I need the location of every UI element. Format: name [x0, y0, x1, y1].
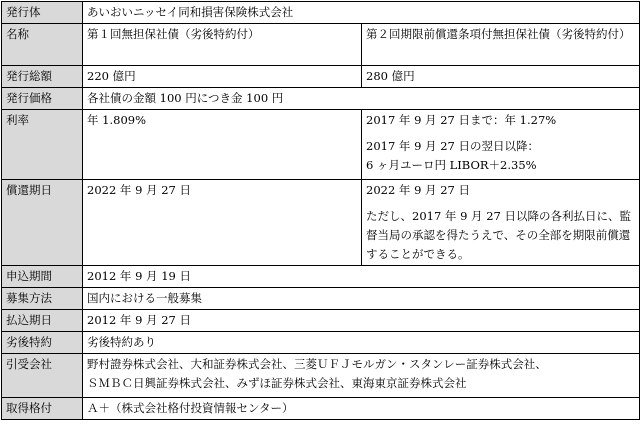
redemption-date-series2-line1: 2022 年 9 月 27 日	[366, 183, 470, 197]
interest-rate-series2-line1: 2017 年 9 月 27 日まで：年 1.27%	[366, 113, 557, 127]
underwriters-line2: ＳＭＢＣ日興証券株式会社、みずほ証券株式会社、東海東京証券株式会社	[87, 376, 467, 390]
bond-name-label: 名称	[2, 24, 83, 66]
interest-rate-series2-line3: 6 ヶ月ユーロ円 LIBOR＋2.35%	[366, 158, 537, 172]
redemption-date-series1: 2022 年 9 月 27 日	[83, 180, 362, 266]
row-bond-name	[2, 24, 640, 66]
subordination-label: 劣後特約	[2, 332, 83, 354]
bond-name-series2: 第２回期限前償還条項付無担保社債（劣後特約付）	[362, 24, 640, 66]
bond-terms-table	[1, 1, 640, 420]
total-issue-label: 発行総額	[2, 66, 83, 88]
rating-label: 取得格付	[2, 398, 83, 420]
payment-date-label: 払込期日	[2, 310, 83, 332]
offering-method-value: 国内における一般募集	[83, 288, 640, 310]
redemption-date-series2-note: ただし、2017 年 9 月 27 日以降の各利払日に、監督当局の承認を得たうえで、その全部を期限前償還することができる。	[366, 209, 631, 261]
row-subordination	[2, 332, 640, 354]
issue-price-label: 発行価格	[2, 88, 83, 110]
issuer-label: 発行体	[2, 2, 83, 24]
row-subscription-date	[2, 266, 640, 288]
bond-name-series1: 第１回無担保社債（劣後特約付）	[83, 24, 362, 66]
interest-rate-series1: 年 1.809%	[83, 110, 362, 180]
interest-rate-label: 利率	[2, 110, 83, 180]
subscription-date-label: 申込期間	[2, 266, 83, 288]
issue-price-value: 各社債の金額 100 円につき金 100 円	[83, 88, 640, 110]
rating-value: Ａ＋（株式会社格付投資情報センター）	[83, 398, 640, 420]
underwriters-value	[83, 354, 640, 398]
row-underwriters	[2, 354, 640, 398]
row-issuer	[2, 2, 640, 24]
row-rating	[2, 398, 640, 420]
redemption-date-label: 償還期日	[2, 180, 83, 266]
total-issue-series1: 220 億円	[83, 66, 362, 88]
offering-method-label: 募集方法	[2, 288, 83, 310]
subordination-value: 劣後特約あり	[83, 332, 640, 354]
total-issue-series2: 280 億円	[362, 66, 640, 88]
payment-date-value: 2012 年 9 月 27 日	[83, 310, 640, 332]
row-redemption-date	[2, 180, 640, 266]
row-issue-price	[2, 88, 640, 110]
issuer-value: あいおいニッセイ同和損害保険株式会社	[83, 2, 640, 24]
row-payment-date	[2, 310, 640, 332]
row-total-issue	[2, 66, 640, 88]
interest-rate-series2-line2: 2017 年 9 月 27 日の翌日以降：	[366, 139, 539, 153]
underwriters-label: 引受会社	[2, 354, 83, 398]
row-interest-rate	[2, 110, 640, 180]
redemption-date-series2	[362, 180, 640, 266]
subscription-date-value: 2012 年 9 月 19 日	[83, 266, 640, 288]
underwriters-line1: 野村證券株式会社、大和証券株式会社、三菱ＵＦＪモルガン・スタンレー証券株式会社、	[87, 357, 547, 371]
row-offering-method	[2, 288, 640, 310]
interest-rate-series2	[362, 110, 640, 180]
